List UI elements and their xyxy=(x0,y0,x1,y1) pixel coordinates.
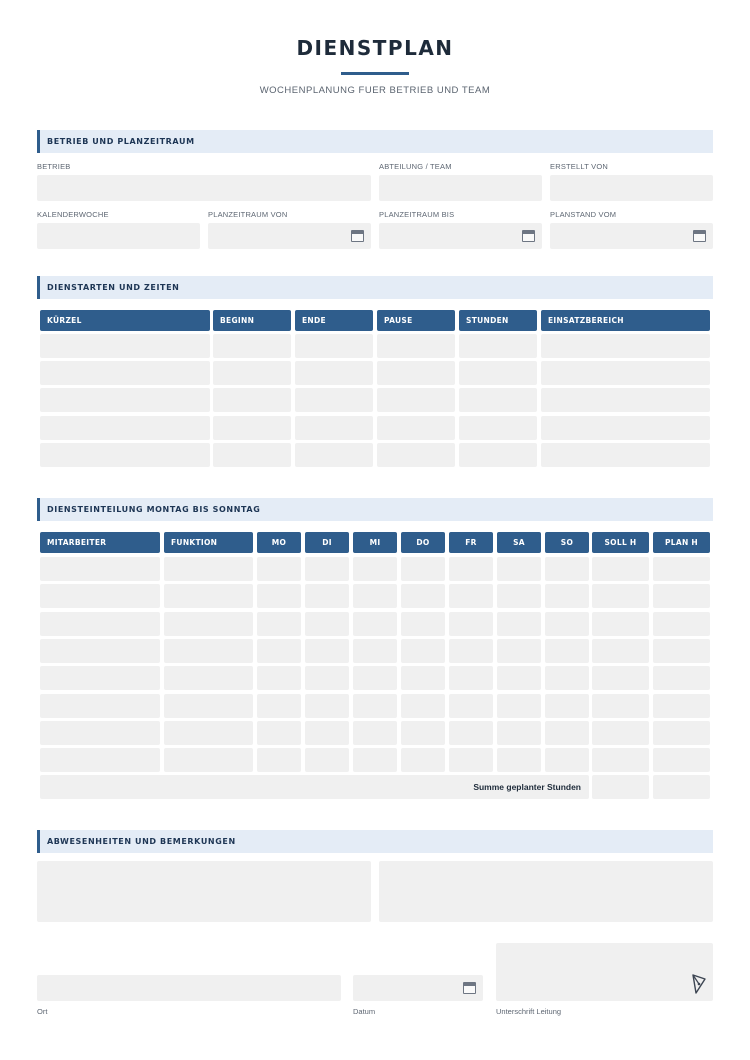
table-cell-di[interactable] xyxy=(305,639,349,663)
table-cell-ende[interactable] xyxy=(295,388,373,412)
table-cell-sa[interactable] xyxy=(497,557,541,581)
table-cell-fr[interactable] xyxy=(449,612,493,636)
bemerkungen-textarea[interactable] xyxy=(379,861,713,922)
table-cell-mo[interactable] xyxy=(257,584,301,608)
column-header-stunden: STUNDEN xyxy=(459,310,537,331)
calendar-icon[interactable] xyxy=(693,230,706,242)
unterschrift-leitung-field[interactable] xyxy=(496,943,713,1001)
label-ort: Ort xyxy=(37,1007,48,1016)
table-cell-pause[interactable] xyxy=(377,416,455,440)
section-abwesenheiten-bemerkungen: ABWESENHEITEN UND BEMERKUNGEN xyxy=(37,830,713,853)
ort-field[interactable] xyxy=(37,975,341,1001)
table-cell-stunden[interactable] xyxy=(459,388,537,412)
table-cell-soll-h[interactable] xyxy=(592,721,649,745)
table-cell-do[interactable] xyxy=(401,721,445,745)
table-cell-so[interactable] xyxy=(545,639,589,663)
label-abteilung-team: ABTEILUNG / TEAM xyxy=(379,162,452,171)
table-cell-so[interactable] xyxy=(545,748,589,772)
table-cell-beginn[interactable] xyxy=(213,416,291,440)
table-cell-mi[interactable] xyxy=(353,612,397,636)
planstand-vom-field[interactable] xyxy=(550,223,713,249)
pen-nib-icon xyxy=(691,973,707,995)
table-cell-funktion[interactable] xyxy=(164,612,253,636)
table-cell-do[interactable] xyxy=(401,639,445,663)
column-header-kuerzel: KÜRZEL xyxy=(40,310,210,331)
table-cell-pause[interactable] xyxy=(377,388,455,412)
table-cell-di[interactable] xyxy=(305,748,349,772)
column-header-pause: PAUSE xyxy=(377,310,455,331)
table-cell-ende[interactable] xyxy=(295,361,373,385)
document-header xyxy=(0,36,750,96)
table-cell-einsatzbereich[interactable] xyxy=(541,388,710,412)
table-cell-mo[interactable] xyxy=(257,557,301,581)
table-cell-mitarbeiter[interactable] xyxy=(40,694,160,718)
planzeitraum-bis-field[interactable] xyxy=(379,223,542,249)
column-header-mitarbeiter: MITARBEITER xyxy=(40,532,160,553)
table-cell-sa[interactable] xyxy=(497,666,541,690)
kalenderwoche-field[interactable] xyxy=(37,223,200,249)
table-cell-mo[interactable] xyxy=(257,694,301,718)
title-underline xyxy=(341,72,409,75)
table-cell-soll-h[interactable] xyxy=(592,694,649,718)
table-cell-mo[interactable] xyxy=(257,639,301,663)
table-cell-beginn[interactable] xyxy=(213,334,291,358)
table-cell-so[interactable] xyxy=(545,612,589,636)
table-cell-mitarbeiter[interactable] xyxy=(40,666,160,690)
column-header-mo: MO xyxy=(257,532,301,553)
column-header-so: SO xyxy=(545,532,589,553)
table-cell-soll-h[interactable] xyxy=(592,612,649,636)
table-cell-sa[interactable] xyxy=(497,748,541,772)
table-cell-sa[interactable] xyxy=(497,721,541,745)
table-cell-plan-h[interactable] xyxy=(653,639,710,663)
calendar-icon[interactable] xyxy=(351,230,364,242)
sum-soll-h-cell[interactable] xyxy=(592,775,649,799)
table-cell-so[interactable] xyxy=(545,666,589,690)
column-header-funktion: FUNKTION xyxy=(164,532,253,553)
table-cell-mi[interactable] xyxy=(353,666,397,690)
label-planzeitraum-von: PLANZEITRAUM VON xyxy=(208,210,288,219)
table-cell-di[interactable] xyxy=(305,666,349,690)
sum-plan-h-cell[interactable] xyxy=(653,775,710,799)
label-datum: Datum xyxy=(353,1007,376,1016)
section-dienstarten-zeiten: DIENSTARTEN UND ZEITEN xyxy=(37,276,713,299)
table-cell-mi[interactable] xyxy=(353,694,397,718)
column-header-do: DO xyxy=(401,532,445,553)
table-cell-stunden[interactable] xyxy=(459,416,537,440)
column-header-beginn: BEGINN xyxy=(213,310,291,331)
table-cell-sa[interactable] xyxy=(497,612,541,636)
table-cell-fr[interactable] xyxy=(449,639,493,663)
label-betrieb: BETRIEB xyxy=(37,162,71,171)
document-title: DIENSTPLAN xyxy=(296,36,454,60)
table-cell-ende[interactable] xyxy=(295,443,373,467)
table-cell-ende[interactable] xyxy=(295,334,373,358)
table-cell-plan-h[interactable] xyxy=(653,721,710,745)
table-cell-mo[interactable] xyxy=(257,748,301,772)
table-cell-stunden[interactable] xyxy=(459,443,537,467)
column-header-ende: ENDE xyxy=(295,310,373,331)
abteilung-team-field[interactable] xyxy=(379,175,542,201)
table-cell-plan-h[interactable] xyxy=(653,612,710,636)
table-cell-funktion[interactable] xyxy=(164,694,253,718)
label-planzeitraum-bis: PLANZEITRAUM BIS xyxy=(379,210,455,219)
table-cell-funktion[interactable] xyxy=(164,748,253,772)
table-cell-einsatzbereich[interactable] xyxy=(541,334,710,358)
table-cell-soll-h[interactable] xyxy=(592,584,649,608)
table-cell-fr[interactable] xyxy=(449,721,493,745)
table-cell-sa[interactable] xyxy=(497,694,541,718)
table-cell-do[interactable] xyxy=(401,584,445,608)
table-cell-fr[interactable] xyxy=(449,748,493,772)
table-cell-beginn[interactable] xyxy=(213,388,291,412)
table-cell-funktion[interactable] xyxy=(164,666,253,690)
column-header-mi: MI xyxy=(353,532,397,553)
table-cell-mi[interactable] xyxy=(353,748,397,772)
table-cell-di[interactable] xyxy=(305,584,349,608)
datum-field[interactable] xyxy=(353,975,483,1001)
label-erstellt-von: ERSTELLT VON xyxy=(550,162,608,171)
table-cell-sa[interactable] xyxy=(497,639,541,663)
column-header-soll-h: SOLL H xyxy=(592,532,649,553)
table-cell-einsatzbereich[interactable] xyxy=(541,416,710,440)
table-cell-ende[interactable] xyxy=(295,416,373,440)
table-cell-pause[interactable] xyxy=(377,334,455,358)
table-cell-fr[interactable] xyxy=(449,557,493,581)
table-cell-soll-h[interactable] xyxy=(592,639,649,663)
table-cell-mo[interactable] xyxy=(257,612,301,636)
table-cell-di[interactable] xyxy=(305,557,349,581)
table-cell-plan-h[interactable] xyxy=(653,748,710,772)
table-cell-mi[interactable] xyxy=(353,557,397,581)
table-cell-sa[interactable] xyxy=(497,584,541,608)
table-cell-mitarbeiter[interactable] xyxy=(40,639,160,663)
table-cell-so[interactable] xyxy=(545,721,589,745)
table-cell-pause[interactable] xyxy=(377,361,455,385)
table-cell-fr[interactable] xyxy=(449,694,493,718)
table-cell-mitarbeiter[interactable] xyxy=(40,584,160,608)
table-cell-stunden[interactable] xyxy=(459,361,537,385)
betrieb-field[interactable] xyxy=(37,175,371,201)
table-cell-mitarbeiter[interactable] xyxy=(40,557,160,581)
table-cell-kuerzel[interactable] xyxy=(40,334,210,358)
table-cell-di[interactable] xyxy=(305,694,349,718)
table-cell-so[interactable] xyxy=(545,584,589,608)
section-betrieb-planzeitraum: BETRIEB UND PLANZEITRAUM xyxy=(37,130,713,153)
table-cell-so[interactable] xyxy=(545,557,589,581)
abwesenheiten-textarea[interactable] xyxy=(37,861,371,922)
column-header-di: DI xyxy=(305,532,349,553)
table-cell-funktion[interactable] xyxy=(164,557,253,581)
table-cell-plan-h[interactable] xyxy=(653,557,710,581)
table-cell-mitarbeiter[interactable] xyxy=(40,612,160,636)
table-cell-do[interactable] xyxy=(401,694,445,718)
table-cell-so[interactable] xyxy=(545,694,589,718)
table-cell-mo[interactable] xyxy=(257,721,301,745)
column-header-plan-h: PLAN H xyxy=(653,532,710,553)
table-cell-di[interactable] xyxy=(305,721,349,745)
table-cell-plan-h[interactable] xyxy=(653,694,710,718)
table-cell-funktion[interactable] xyxy=(164,639,253,663)
sum-planned-hours-label: Summe geplanter Stunden xyxy=(473,782,581,792)
table-cell-soll-h[interactable] xyxy=(592,666,649,690)
label-unterschrift-leitung: Unterschrift Leitung xyxy=(496,1007,562,1016)
table-cell-mitarbeiter[interactable] xyxy=(40,721,160,745)
table-cell-do[interactable] xyxy=(401,748,445,772)
label-kalenderwoche: KALENDERWOCHE xyxy=(37,210,109,219)
table-cell-kuerzel[interactable] xyxy=(40,361,210,385)
table-cell-kuerzel[interactable] xyxy=(40,416,210,440)
table-cell-pause[interactable] xyxy=(377,443,455,467)
column-header-fr: FR xyxy=(449,532,493,553)
table-cell-fr[interactable] xyxy=(449,666,493,690)
table-cell-einsatzbereich[interactable] xyxy=(541,443,710,467)
table-cell-mo[interactable] xyxy=(257,666,301,690)
section-diensteinteilung: DIENSTEINTEILUNG MONTAG BIS SONNTAG xyxy=(37,498,713,521)
calendar-icon[interactable] xyxy=(463,982,476,994)
table-cell-plan-h[interactable] xyxy=(653,584,710,608)
calendar-icon[interactable] xyxy=(522,230,535,242)
table-cell-stunden[interactable] xyxy=(459,334,537,358)
erstellt-von-field[interactable] xyxy=(550,175,713,201)
table-cell-einsatzbereich[interactable] xyxy=(541,361,710,385)
label-planstand-vom: PLANSTAND VOM xyxy=(550,210,617,219)
table-cell-funktion[interactable] xyxy=(164,584,253,608)
table-cell-soll-h[interactable] xyxy=(592,557,649,581)
column-header-einsatzbereich: EINSATZBEREICH xyxy=(541,310,710,331)
table-cell-mitarbeiter[interactable] xyxy=(40,748,160,772)
table-cell-plan-h[interactable] xyxy=(653,666,710,690)
table-cell-beginn[interactable] xyxy=(213,361,291,385)
table-cell-fr[interactable] xyxy=(449,584,493,608)
table-cell-do[interactable] xyxy=(401,612,445,636)
table-cell-mi[interactable] xyxy=(353,584,397,608)
table-cell-kuerzel[interactable] xyxy=(40,388,210,412)
table-cell-do[interactable] xyxy=(401,557,445,581)
column-header-sa: SA xyxy=(497,532,541,553)
planzeitraum-von-field[interactable] xyxy=(208,223,371,249)
table-cell-mi[interactable] xyxy=(353,721,397,745)
table-cell-di[interactable] xyxy=(305,612,349,636)
table-cell-funktion[interactable] xyxy=(164,721,253,745)
table-cell-do[interactable] xyxy=(401,666,445,690)
table-cell-soll-h[interactable] xyxy=(592,748,649,772)
table-cell-mi[interactable] xyxy=(353,639,397,663)
table-cell-beginn[interactable] xyxy=(213,443,291,467)
document-subtitle: WOCHENPLANUNG FUER BETRIEB UND TEAM xyxy=(259,85,491,96)
table-cell-kuerzel[interactable] xyxy=(40,443,210,467)
